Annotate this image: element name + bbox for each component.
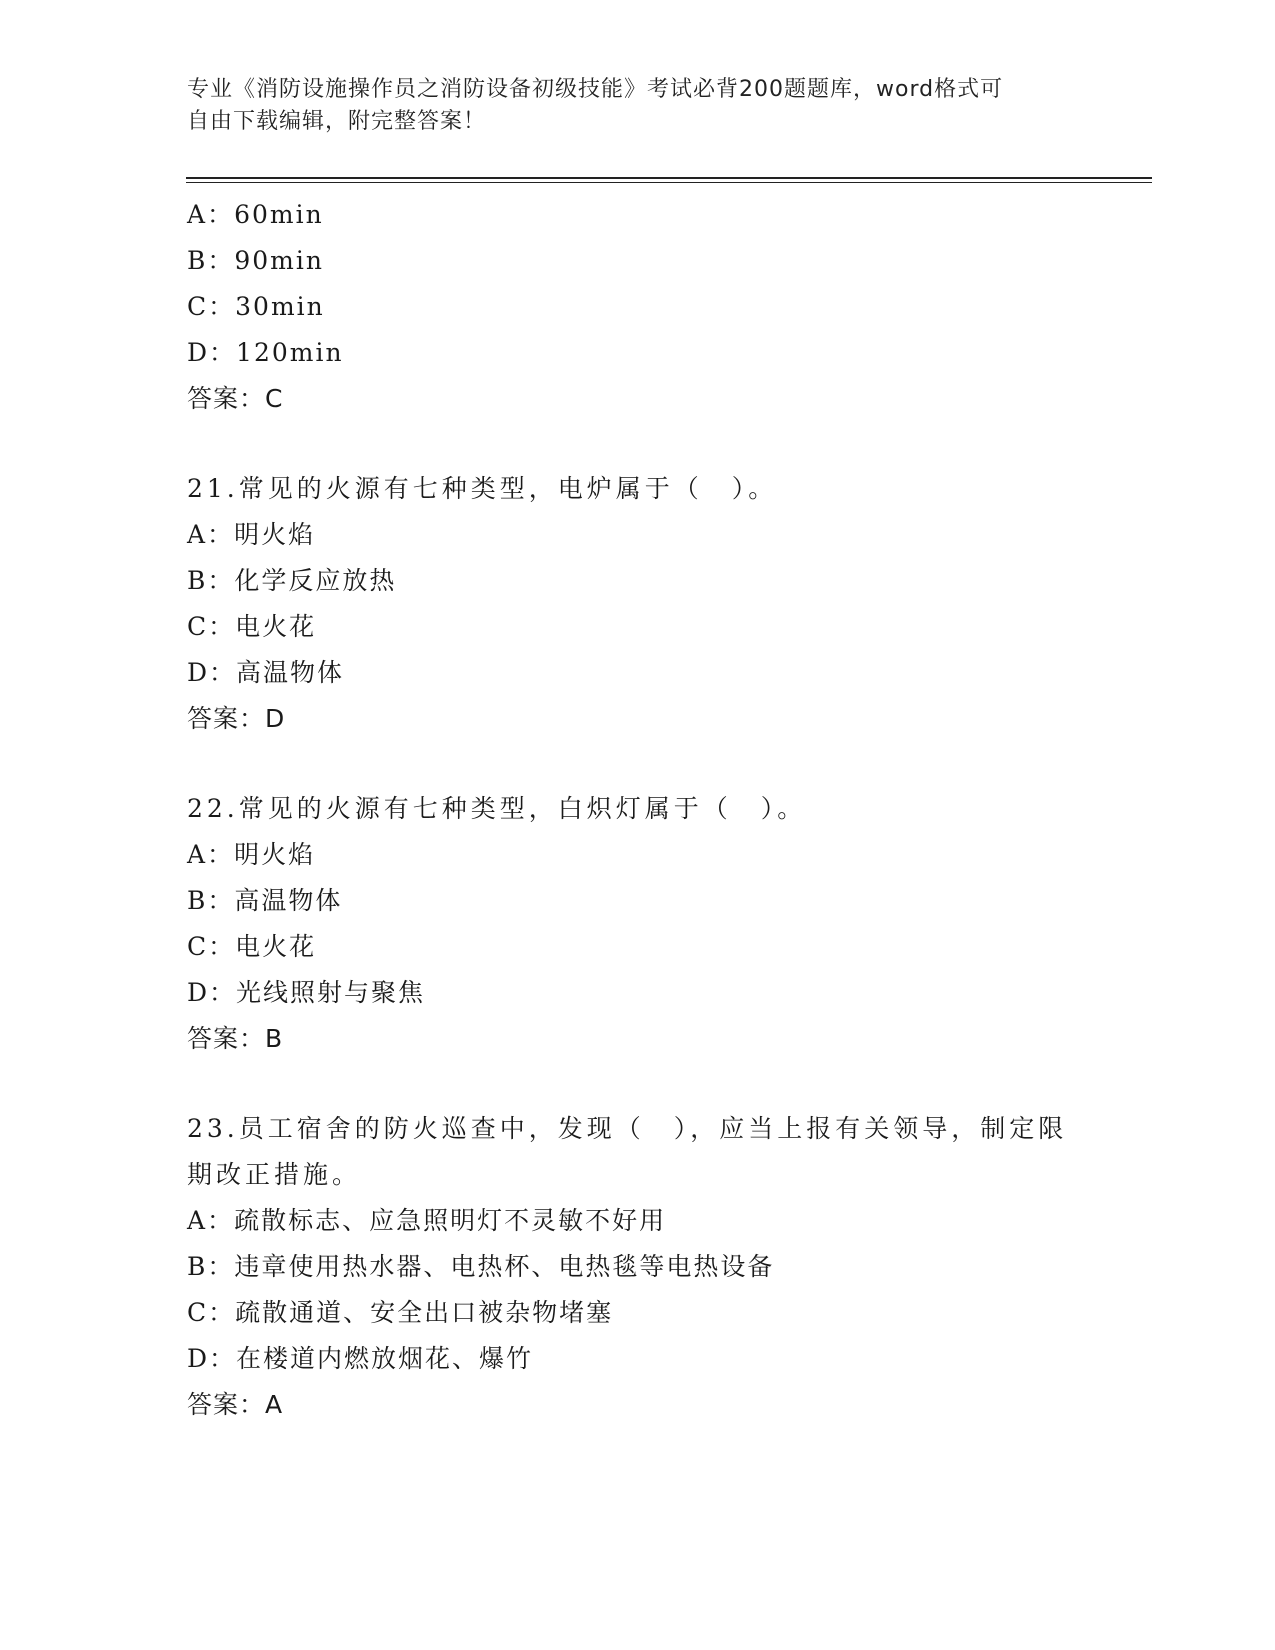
- header-rule-thick: [186, 177, 1152, 179]
- option-b: [187, 1244, 1087, 1290]
- header-line-2: 自由下载编辑，附完整答案！: [187, 109, 487, 134]
- option-label: A：: [187, 520, 235, 549]
- option-c: [187, 284, 1087, 330]
- option-label: D：: [187, 658, 237, 687]
- option-label: C：: [187, 932, 236, 961]
- option-a: [187, 1198, 1087, 1244]
- option-text: 高温物体: [236, 658, 345, 687]
- header-line-1: 专业《消防设施操作员之消防设备初级技能》考试必背200题题库，word格式可: [187, 77, 1004, 102]
- option-b: [187, 558, 1087, 604]
- option-label: A：: [187, 200, 235, 229]
- option-label: D：: [187, 1344, 237, 1373]
- question-stem: 22.常见的火源有七种类型，白炽灯属于（ ）。: [187, 794, 807, 823]
- option-text: 疏散通道、安全出口被杂物堵塞: [235, 1298, 614, 1327]
- option-a: [187, 512, 1087, 558]
- question-block-prev: [187, 192, 1087, 422]
- option-d: [187, 330, 1087, 376]
- option-text: 明火焰: [234, 520, 316, 549]
- answer-line: [187, 696, 1087, 742]
- answer-label: 答案：: [187, 384, 266, 413]
- answer-value: C: [265, 384, 284, 413]
- answer-line: [187, 376, 1087, 422]
- question-block-22: [187, 786, 1087, 1062]
- answer-label: 答案：: [187, 1024, 266, 1053]
- answer-value: A: [265, 1390, 284, 1419]
- question-block-23: [187, 1106, 1087, 1428]
- option-c: [187, 924, 1087, 970]
- answer-label: 答案：: [187, 704, 266, 733]
- option-label: C：: [187, 1298, 236, 1327]
- option-text: 60min: [234, 200, 324, 229]
- option-d: [187, 650, 1087, 696]
- option-label: D：: [187, 978, 237, 1007]
- option-label: B：: [187, 1252, 235, 1281]
- option-text: 电火花: [235, 612, 317, 641]
- question-stem: 21.常见的火源有七种类型，电炉属于（ ）。: [187, 474, 778, 503]
- answer-line: [187, 1382, 1087, 1428]
- option-text: 高温物体: [234, 886, 343, 915]
- option-text: 明火焰: [234, 840, 316, 869]
- option-label: C：: [187, 612, 236, 641]
- option-label: B：: [187, 246, 235, 275]
- option-c: [187, 604, 1087, 650]
- question-stem-line-1: 23.员工宿舍的防火巡查中，发现（ ），应当上报有关领导，制定限: [187, 1114, 1068, 1143]
- document-header: [187, 74, 1067, 138]
- option-label: B：: [187, 886, 235, 915]
- option-a: [187, 832, 1087, 878]
- option-text: 违章使用热水器、电热杯、电热毯等电热设备: [234, 1252, 775, 1281]
- option-text: 光线照射与聚焦: [236, 978, 426, 1007]
- option-text: 30min: [235, 292, 325, 321]
- option-text: 在楼道内燃放烟花、爆竹: [236, 1344, 534, 1373]
- question-stem: [187, 1106, 1087, 1198]
- option-text: 电火花: [235, 932, 317, 961]
- option-label: C：: [187, 292, 236, 321]
- option-text: 化学反应放热: [234, 566, 397, 595]
- option-label: B：: [187, 566, 235, 595]
- option-c: [187, 1290, 1087, 1336]
- answer-value: B: [265, 1024, 284, 1053]
- option-d: [187, 970, 1087, 1016]
- answer-value: D: [265, 704, 286, 733]
- option-label: A：: [187, 1206, 235, 1235]
- option-b: [187, 238, 1087, 284]
- question-list: [187, 192, 1087, 1428]
- option-label: D：: [187, 338, 237, 367]
- option-text: 120min: [236, 338, 344, 367]
- header-rule-thin: [186, 182, 1152, 183]
- option-text: 疏散标志、应急照明灯不灵敏不好用: [234, 1206, 667, 1235]
- answer-line: [187, 1016, 1087, 1062]
- question-block-21: [187, 466, 1087, 742]
- option-label: A：: [187, 840, 235, 869]
- option-text: 90min: [234, 246, 324, 275]
- option-d: [187, 1336, 1087, 1382]
- answer-label: 答案：: [187, 1390, 266, 1419]
- question-stem-line-2: 期改正措施。: [187, 1160, 362, 1189]
- option-a: [187, 192, 1087, 238]
- option-b: [187, 878, 1087, 924]
